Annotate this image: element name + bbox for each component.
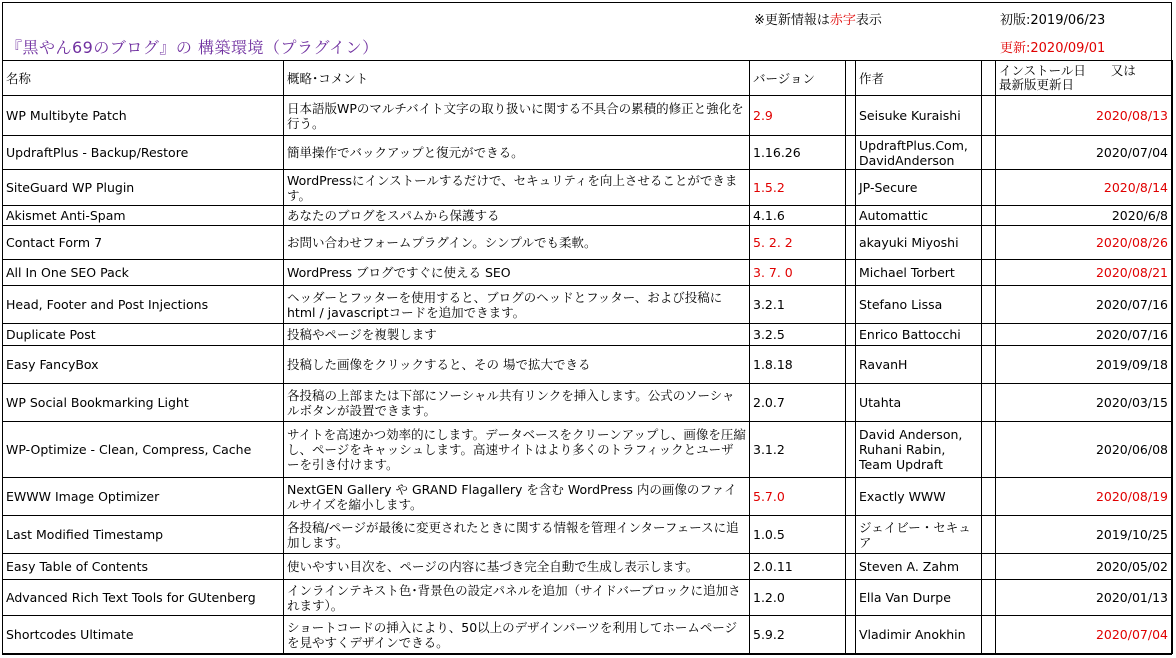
cell-name: WP-Optimize - Clean, Compress, Cache xyxy=(3,422,284,478)
cell-version: 2.0.7 xyxy=(750,384,846,422)
cell-gap-2 xyxy=(982,616,996,654)
cell-version: 5. 2. 2 xyxy=(750,226,846,260)
cell-name: Shortcodes Ultimate xyxy=(3,616,284,654)
cell-version: 1.2.0 xyxy=(750,580,846,616)
page-title: 『黒やん69のブログ』の 構築環境（プラグイン） xyxy=(6,38,379,57)
cell-gap-2 xyxy=(982,478,996,516)
cell-author: ジェイビー・セキュア xyxy=(856,516,982,554)
table-row xyxy=(3,96,1173,136)
cell-author: akayuki Miyoshi xyxy=(856,226,982,260)
cell-name: Easy Table of Contents xyxy=(3,554,284,580)
cell-name: Last Modified Timestamp xyxy=(3,516,284,554)
cell-gap xyxy=(846,206,856,226)
cell-name: Contact Form 7 xyxy=(3,226,284,260)
table-row xyxy=(3,384,1173,422)
cell-name: WP Multibyte Patch xyxy=(3,96,284,136)
cell-summary: ショートコードの挿入により、50以上のデザインパーツを利用してホームページを見やすくデザインできる。 xyxy=(284,616,750,654)
cell-author: David Anderson, Ruhani Rabin, Team Updraft xyxy=(856,422,982,478)
cell-gap-2 xyxy=(982,516,996,554)
cell-date: 2020/07/04 xyxy=(996,136,1173,170)
plugin-table xyxy=(2,60,1173,654)
updated-date: 更新:2020/09/01 xyxy=(1000,41,1106,56)
col-version-header: バージョン xyxy=(750,61,846,96)
cell-version: 5.9.2 xyxy=(750,616,846,654)
col-install-header xyxy=(996,61,1173,96)
cell-author: Vladimir Anokhin xyxy=(856,616,982,654)
cell-version: 4.1.6 xyxy=(750,206,846,226)
table-row xyxy=(3,260,1173,286)
cell-gap-2 xyxy=(982,206,996,226)
cell-summary: 投稿した画像をクリックすると、その 場で拡大できる xyxy=(284,346,750,384)
cell-author: Ella Van Durpe xyxy=(856,580,982,616)
cell-gap-2 xyxy=(982,384,996,422)
cell-version: 2.9 xyxy=(750,96,846,136)
cell-name: All In One SEO Pack xyxy=(3,260,284,286)
cell-gap xyxy=(846,554,856,580)
cell-date: 2020/05/02 xyxy=(996,554,1173,580)
cell-gap-2 xyxy=(982,422,996,478)
cell-summary: 日本語版WPのマルチバイト文字の取り扱いに関する不具合の累積的修正と強化を行う。 xyxy=(284,96,750,136)
table-header-row xyxy=(3,61,1173,96)
cell-gap-2 xyxy=(982,226,996,260)
cell-summary: 各投稿/ページが最後に変更されたときに関する情報を管理インターフェースに追加します。 xyxy=(284,516,750,554)
cell-author: Utahta xyxy=(856,384,982,422)
cell-gap-2 xyxy=(982,554,996,580)
cell-gap xyxy=(846,260,856,286)
table-body xyxy=(3,96,1173,654)
cell-summary: 簡単操作でバックアップと復元ができる。 xyxy=(284,136,750,170)
cell-gap xyxy=(846,96,856,136)
table-row xyxy=(3,478,1173,516)
cell-author: JP-Secure xyxy=(856,170,982,206)
cell-summary: ヘッダーとフッターを使用すると、ブログのヘッドとフッター、および投稿にhtml / javascriptコードを追加できます。 xyxy=(284,286,750,324)
cell-author: Seisuke Kuraishi xyxy=(856,96,982,136)
cell-gap-2 xyxy=(982,286,996,324)
cell-date: 2019/10/25 xyxy=(996,516,1173,554)
cell-name: UpdraftPlus - Backup/Restore xyxy=(3,136,284,170)
cell-gap xyxy=(846,422,856,478)
table-row xyxy=(3,286,1173,324)
cell-summary: お問い合わせフォームプラグイン。シンプルでも柔軟。 xyxy=(284,226,750,260)
cell-name: Head, Footer and Post Injections xyxy=(3,286,284,324)
cell-version: 3.2.1 xyxy=(750,286,846,324)
table-row xyxy=(3,324,1173,346)
cell-date: 2020/07/04 xyxy=(996,616,1173,654)
cell-date: 2020/01/13 xyxy=(996,580,1173,616)
cell-gap xyxy=(846,384,856,422)
table-row xyxy=(3,206,1173,226)
cell-version: 3. 7. 0 xyxy=(750,260,846,286)
cell-gap xyxy=(846,346,856,384)
cell-date: 2020/8/14 xyxy=(996,170,1173,206)
cell-date: 2020/6/8 xyxy=(996,206,1173,226)
table-row xyxy=(3,554,1173,580)
cell-gap-2 xyxy=(982,96,996,136)
cell-gap-2 xyxy=(982,136,996,170)
cell-version: 1.8.18 xyxy=(750,346,846,384)
cell-summary: 各投稿の上部または下部にソーシャル共有リンクを挿入します。公式のソーシャルボタンが設置できます。 xyxy=(284,384,750,422)
cell-gap xyxy=(846,170,856,206)
cell-name: Easy FancyBox xyxy=(3,346,284,384)
cell-date: 2020/07/16 xyxy=(996,324,1173,346)
cell-summary: あなたのブログをスパムから保護する xyxy=(284,206,750,226)
cell-author: Stefano Lissa xyxy=(856,286,982,324)
table-row xyxy=(3,422,1173,478)
cell-gap xyxy=(846,136,856,170)
cell-gap xyxy=(846,286,856,324)
cell-summary: サイトを高速かつ効率的にします。データベースをクリーンアップし、画像を圧縮し、ページをキャッシュします。高速サイトはより多くのトラフィックとユーザーを引き付けます。 xyxy=(284,422,750,478)
cell-date: 2020/08/21 xyxy=(996,260,1173,286)
table-row xyxy=(3,346,1173,384)
cell-date: 2020/08/19 xyxy=(996,478,1173,516)
cell-gap xyxy=(846,324,856,346)
cell-date: 2020/08/13 xyxy=(996,96,1173,136)
cell-author: Exactly WWW xyxy=(856,478,982,516)
table-row xyxy=(3,136,1173,170)
cell-author: Steven A. Zahm xyxy=(856,554,982,580)
cell-summary: 投稿やページを複製します xyxy=(284,324,750,346)
table-row xyxy=(3,616,1173,654)
col-gap-header xyxy=(846,61,856,96)
cell-name: Duplicate Post xyxy=(3,324,284,346)
cell-date: 2020/08/26 xyxy=(996,226,1173,260)
cell-version: 1.16.26 xyxy=(750,136,846,170)
cell-author: UpdraftPlus.Com, DavidAnderson xyxy=(856,136,982,170)
update-note-red: 赤字 xyxy=(829,13,856,28)
cell-author: Michael Torbert xyxy=(856,260,982,286)
cell-version: 3.1.2 xyxy=(750,422,846,478)
cell-summary: インラインテキスト色･背景色の設定パネルを追加（サイドバーブロックに追加されます）。 xyxy=(284,580,750,616)
col-name-header: 名称 xyxy=(3,61,284,96)
col-gap-header-2 xyxy=(982,61,996,96)
table-row xyxy=(3,170,1173,206)
cell-date: 2020/07/16 xyxy=(996,286,1173,324)
cell-gap xyxy=(846,616,856,654)
cell-version: 1.5.2 xyxy=(750,170,846,206)
cell-name: Akismet Anti-Spam xyxy=(3,206,284,226)
cell-name: WP Social Bookmarking Light xyxy=(3,384,284,422)
cell-date: 2020/06/08 xyxy=(996,422,1173,478)
cell-gap xyxy=(846,478,856,516)
cell-gap-2 xyxy=(982,580,996,616)
cell-gap-2 xyxy=(982,260,996,286)
col-install-header-line2: 最新版更新日 xyxy=(999,77,1075,92)
update-note-suffix: 表示 xyxy=(855,13,882,28)
cell-version: 1.0.5 xyxy=(750,516,846,554)
cell-summary: WordPressにインストールするだけで、セキュリティを向上させることができます。 xyxy=(284,170,750,206)
update-note xyxy=(754,9,882,28)
cell-date: 2019/09/18 xyxy=(996,346,1173,384)
col-summary-header: 概略･コメント xyxy=(284,61,750,96)
cell-gap-2 xyxy=(982,170,996,206)
cell-gap xyxy=(846,580,856,616)
cell-summary: WordPress ブログですぐに使える SEO xyxy=(284,260,750,286)
cell-author: RavanH xyxy=(856,346,982,384)
cell-author: Enrico Battocchi xyxy=(856,324,982,346)
cell-version: 3.2.5 xyxy=(750,324,846,346)
cell-gap xyxy=(846,516,856,554)
cell-summary: NextGEN Gallery や GRAND Flagallery を含む WordPress 内の画像のファイルサイズを縮小します。 xyxy=(284,478,750,516)
table-row xyxy=(3,516,1173,554)
cell-version: 5.7.0 xyxy=(750,478,846,516)
cell-name: Advanced Rich Text Tools for GUtenberg xyxy=(3,580,284,616)
table-row xyxy=(3,580,1173,616)
table-row xyxy=(3,226,1173,260)
first-edition-date: 初版:2019/06/23 xyxy=(1000,13,1106,28)
cell-gap xyxy=(846,226,856,260)
cell-summary: 使いやすい目次を、ページの内容に基づき完全自動で生成し表示します。 xyxy=(284,554,750,580)
cell-date: 2020/03/15 xyxy=(996,384,1173,422)
update-note-prefix: ※更新情報は xyxy=(754,13,830,28)
cell-gap-2 xyxy=(982,346,996,384)
col-install-header-line1: インストール日 又は xyxy=(999,63,1136,78)
col-author-header: 作者 xyxy=(856,61,982,96)
cell-gap-2 xyxy=(982,324,996,346)
cell-version: 2.0.11 xyxy=(750,554,846,580)
cell-name: EWWW Image Optimizer xyxy=(3,478,284,516)
cell-author: Automattic xyxy=(856,206,982,226)
cell-name: SiteGuard WP Plugin xyxy=(3,170,284,206)
